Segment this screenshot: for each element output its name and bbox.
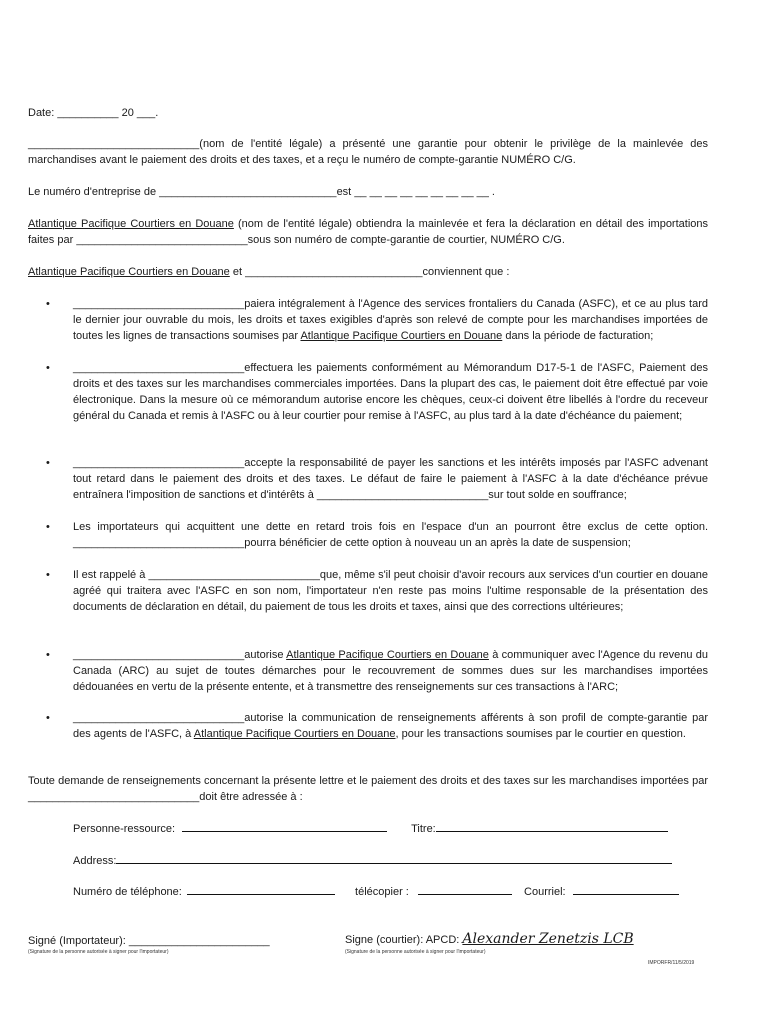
intro-text: (nom de l'entité légale) a présenté une garantie pour obtenir le privilège de la mainlevée des marchandises avant le paiement des droits et des taxes, et a reçu le numéro de compte-garantie NUMÉRO C/G.: [28, 138, 708, 166]
clause-late-exclusion: [73, 519, 708, 551]
clause-company-name: Atlantique Pacifique Courtiers en Douane: [300, 330, 503, 342]
address-field[interactable]: [116, 853, 672, 864]
broker-paragraph: [28, 216, 708, 248]
clause-info-disclosure: [73, 710, 708, 742]
clause-end: sur tout solde en souffrance;: [488, 489, 627, 501]
email-field[interactable]: [573, 884, 679, 895]
clause-blank-2[interactable]: ____________________________: [316, 489, 489, 501]
clause-blank[interactable]: ____________________________: [73, 457, 245, 469]
clause-company-name: Atlantique Pacifique Courtiers en Douane: [193, 728, 396, 740]
email-label: Courriel:: [524, 886, 566, 898]
business-number-middle: est: [336, 186, 352, 198]
fax-field[interactable]: [418, 884, 512, 895]
clause-blank[interactable]: ____________________________: [73, 298, 245, 310]
inquiries-text: Toute demande de renseignements concernant la présente lettre et le paiement des droits et des taxes sur les marchandises importées par: [28, 775, 708, 787]
bullet-marker: •: [46, 298, 50, 310]
clause-text: paiera intégralement à l'Agence des services frontaliers du Canada (ASFC), et ce au plus tard le dernier jour ouvrable du mois, les droits et taxes exigibles d'après son relevé de compte pour les marchandises importées de toutes les lignes de transactions soumises par: [73, 298, 708, 342]
importer-signature-note: (Signature de la personne autorisée à signer pour l'importateur): [28, 949, 169, 955]
agreement-line: [28, 264, 708, 280]
clause-importer-responsibility: [73, 567, 708, 615]
inquiries-blank[interactable]: ____________________________: [28, 791, 200, 803]
importer-signature-label: Signé (Importateur):: [28, 935, 126, 947]
business-number-digits[interactable]: __ __ __ __ __ __ __ __ __ .: [354, 186, 495, 198]
clause-blank[interactable]: ____________________________: [73, 362, 245, 374]
clause-end: à communiquer avec l'Agence du revenu du Canada (ARC) au sujet de toutes démarches pour le recouvrement de sommes dues sur les marchandises importées dédouanées en vertu de la présente entente, et à transmettre des renseignements sur ces transactions à l'ARC;: [73, 649, 708, 693]
clause-text: autorise la communication de renseignements afférents à son profil de compte-garantie par des agents de l'ASFC, à: [73, 712, 708, 740]
importer-signature-blank[interactable]: _______________________: [128, 935, 270, 947]
bullet-marker: •: [46, 362, 50, 374]
agreement-company-name: Atlantique Pacifique Courtiers en Douane: [28, 266, 230, 278]
intro-paragraph: [28, 136, 708, 168]
bullet-marker: •: [46, 521, 50, 533]
clause-end: pourra bénéficier de cette option à nouveau un an après la date de suspension;: [244, 537, 631, 549]
business-number-prefix: Le numéro d'entreprise de: [28, 186, 157, 198]
date-label: Date:: [28, 107, 55, 119]
bullet-marker: •: [46, 712, 50, 724]
date-day-blank[interactable]: __________: [57, 107, 119, 119]
clause-text: Les importateurs qui acquittent une dette en retard trois fois en l'espace d'un an pourront être exclus de cette option.: [73, 521, 708, 533]
broker-signature-label: Signe (courtier): APCD:: [345, 934, 460, 946]
fax-label: télécopier :: [355, 886, 409, 898]
clause-end: , pour les transactions soumises par le courtier en question.: [395, 728, 686, 740]
broker-paragraph-text: (nom de l'entité légale) obtiendra la mainlevée et fera la déclaration en détail des importations faites par: [28, 218, 709, 246]
bullet-marker: •: [46, 569, 50, 581]
clause-payment-in-full: [73, 296, 708, 344]
clause-blank[interactable]: ____________________________: [73, 649, 245, 661]
phone-field[interactable]: [187, 884, 335, 895]
title-label: Titre:: [411, 823, 436, 835]
address-label: Address:: [73, 855, 117, 867]
date-line: [28, 105, 708, 121]
clause-company-name: Atlantique Pacifique Courtiers en Douane: [286, 649, 489, 661]
broker-paragraph-end: sous son numéro de compte-garantie de courtier, NUMÉRO C/G.: [247, 234, 565, 246]
broker-company-name: Atlantique Pacifique Courtiers en Douane: [28, 218, 234, 230]
bullet-marker: •: [46, 457, 50, 469]
agreement-party-blank[interactable]: _____________________________: [245, 266, 423, 278]
importer-signature: [28, 933, 328, 949]
clause-penalties: [73, 455, 708, 503]
inquiries-paragraph: [28, 773, 708, 805]
agreement-end: conviennent que :: [422, 266, 510, 278]
inquiries-end: doit être adressée à :: [199, 791, 303, 803]
importer-blank[interactable]: ____________________________: [76, 234, 248, 246]
form-code: IMPORFR/11/5/2019: [648, 960, 695, 966]
clause-payment-method: [73, 360, 708, 424]
clause-blank[interactable]: ____________________________: [73, 537, 245, 549]
business-number-line: [28, 184, 708, 200]
phone-label: Numéro de téléphone:: [73, 886, 182, 898]
clause-cra-authorization: [73, 647, 708, 695]
contact-person-row: [73, 821, 708, 837]
person-field[interactable]: [182, 821, 387, 832]
clause-text: effectuera les paiements conformément au Mémorandum D17-5-1 de l'ASFC, Paiement des droits et des taxes sur les marchandises commerciales importées. Dans la plupart des cas, le paiement doit être effectué par voie électronique. Dans la mesure où ce mémorandum autorise encore les chèques, ceux-ci doivent être libellés à l'ordre du receveur général du Canada et remis à l'ASFC ou à leur courtier pour remise à l'ASFC, au plus tard à la date d'échéance du paiement;: [73, 362, 708, 422]
clause-blank[interactable]: ____________________________: [73, 712, 245, 724]
broker-signature: [345, 931, 685, 948]
agreement-and: et: [232, 266, 243, 278]
contact-phone-row: [73, 884, 708, 900]
title-field[interactable]: [436, 821, 668, 832]
date-year-prefix: 20: [121, 107, 134, 119]
clause-prefix: Il est rappelé à: [73, 569, 146, 581]
clause-end: dans la période de facturation;: [505, 330, 654, 342]
clause-text: que, même s'il peut choisir d'avoir recours aux services d'un courtier en douane agréé qui traitera avec l'ASFC en son nom, l'importateur n'en reste pas moins l'ultime responsable de la présentation des documents de déclaration en détail, du paiement de tous les droits et taxes, ainsi que des corrections ultérieures;: [73, 569, 709, 613]
person-label: Personne-ressource:: [73, 823, 176, 835]
broker-signature-note: (Signature de la personne autorisée à signer pour l'importateur): [345, 949, 486, 955]
clause-text: autorise: [244, 649, 284, 661]
bullet-marker: •: [46, 649, 50, 661]
legal-entity-blank[interactable]: ____________________________: [28, 138, 200, 150]
clause-blank[interactable]: ____________________________: [148, 569, 320, 581]
contact-address-row: [73, 853, 708, 869]
date-year-blank[interactable]: ___.: [136, 107, 159, 119]
business-name-blank[interactable]: _____________________________: [159, 186, 337, 198]
clause-text: accepte la responsabilité de payer les sanctions et les intérêts imposés par l'ASFC advenant tout retard dans le paiement des droits et des taxes. Le défaut de faire le paiement à l'ASFC à la date d'échéance prévue entraînera l'imposition de sanctions et d'intérêts à: [73, 457, 708, 501]
broker-signature-name: Alexander Zenetzis LCB: [462, 931, 634, 947]
